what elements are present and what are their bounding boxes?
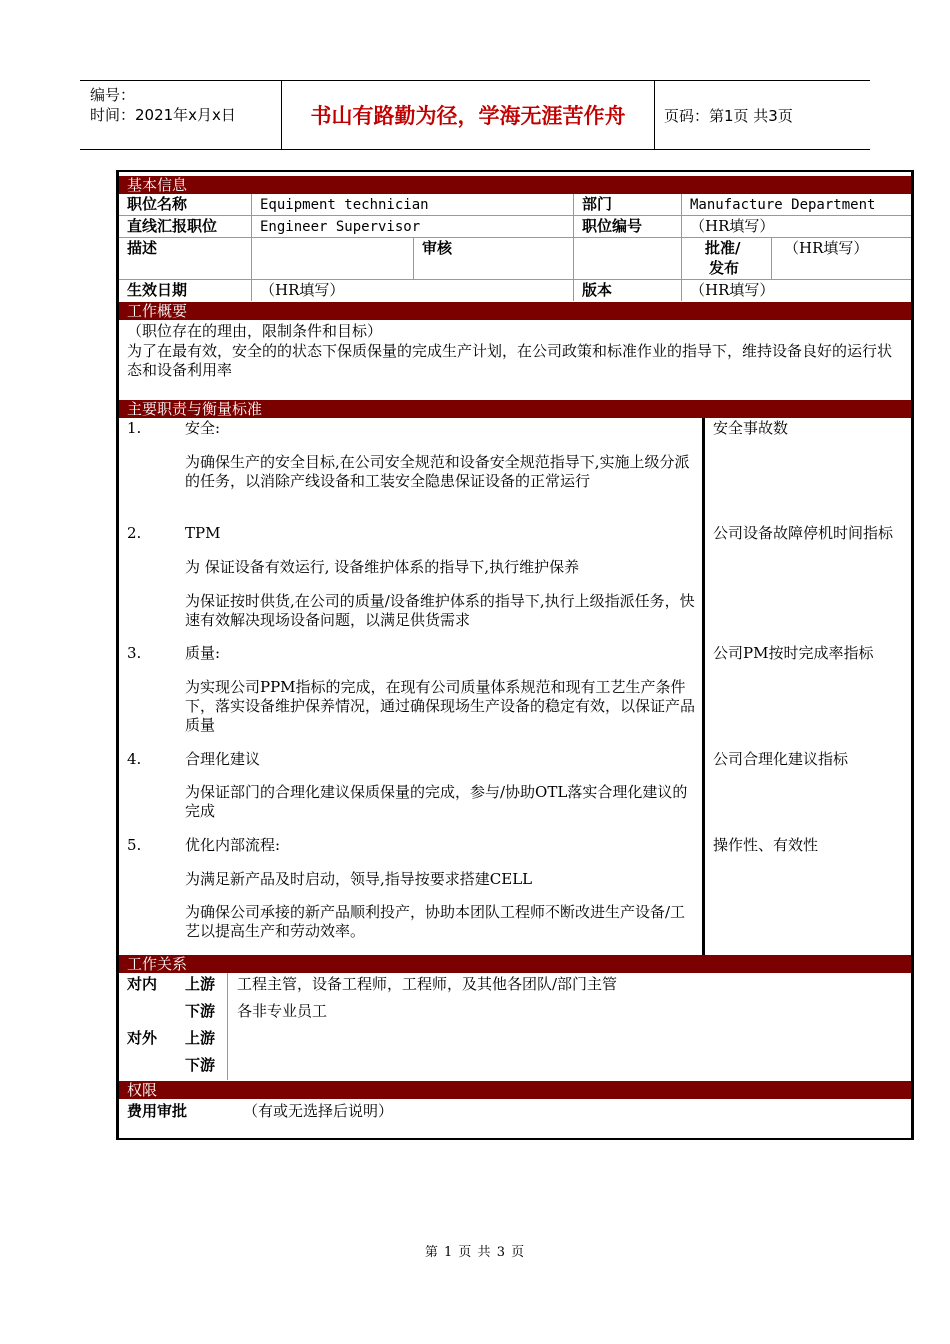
overview-hint: （职位存在的理由，限制条件和目标） [127, 322, 383, 340]
section-work-overview: 工作概要 [119, 302, 911, 320]
duty-description: 为确保公司承接的新产品顺利投产，协助本团队工程师不断改进生产设备/工艺以提高生产和劳动效率。 [185, 903, 686, 940]
section-authority: 权限 [119, 1081, 911, 1099]
approve-value: （HR填写） [784, 239, 869, 257]
internal-label: 对内 [127, 975, 158, 993]
position-number-label: 职位编号 [582, 217, 643, 235]
position-name-value: Equipment technician [260, 197, 429, 213]
approve-label-line2: 发布 [709, 259, 740, 277]
page-header [80, 80, 870, 150]
duty-title: TPM [185, 524, 221, 542]
duty-description: 为 保证设备有效运行, 设备维护体系的指导下,执行维护保养 [185, 558, 580, 576]
section-basic-info: 基本信息 [119, 176, 911, 194]
external-downstream-label: 下游 [185, 1056, 216, 1074]
external-upstream-label: 上游 [185, 1029, 216, 1047]
version-value: （HR填写） [690, 281, 775, 299]
doc-time-label: 时间：2021年x月x日 [90, 106, 236, 124]
description-label: 描述 [127, 239, 158, 257]
review-label: 审核 [422, 239, 453, 257]
effective-date-label: 生效日期 [127, 281, 188, 299]
version-label: 版本 [582, 281, 613, 299]
duty-number: 1. [127, 419, 142, 437]
job-description-form [116, 170, 914, 1140]
position-name-label: 职位名称 [127, 195, 188, 213]
overview-text: 为了在最有效，安全的的状态下保质保量的完成生产计划，在公司政策和标准作业的指导下，维持设备良好的运行状态和设备利用率 [127, 342, 893, 379]
section-main-duties: 主要职责与衡量标准 [119, 400, 911, 418]
department-value: Manufacture Department [690, 197, 876, 213]
header-meta [90, 85, 280, 125]
internal-downstream-label: 下游 [185, 1002, 216, 1020]
duties-measure-divider [702, 418, 705, 955]
duty-title: 质量: [185, 644, 221, 662]
duty-description: 为保证按时供货,在公司的质量/设备维护体系的指导下,执行上级指派任务，快速有效解决现场设备问题，以满足供货需求 [185, 592, 695, 629]
approve-label-line1: 批准/ [705, 239, 741, 257]
report-to-value: Engineer Supervisor [260, 219, 421, 235]
duty-description: 为确保生产的安全目标,在公司安全规范和设备安全规范指导下,实施上级分派的任务，以消除产线设备和工装安全隐患保证设备的正常运行 [185, 453, 690, 490]
duty-number: 2. [127, 524, 142, 542]
duty-measure: 公司PM按时完成率指标 [713, 644, 874, 662]
duty-measure: 安全事故数 [713, 419, 789, 437]
duty-title: 优化内部流程: [185, 836, 281, 854]
duty-description: 为满足新产品及时启动，领导,指导按要求搭建CELL [185, 870, 533, 888]
internal-upstream-value: 工程主管，设备工程师，工程师，及其他各团队/部门主管 [237, 975, 618, 993]
internal-downstream-value: 各非专业员工 [237, 1002, 328, 1020]
duty-title: 安全: [185, 419, 221, 437]
report-to-label: 直线汇报职位 [127, 217, 218, 235]
expense-approval-value: （有或无选择后说明） [243, 1102, 394, 1120]
duty-title: 合理化建议 [185, 750, 261, 768]
page-footer: 第 1 页 共 3 页 [424, 1245, 526, 1260]
department-label: 部门 [582, 195, 613, 213]
duty-number: 4. [127, 750, 142, 768]
duty-number: 3. [127, 644, 142, 662]
external-label: 对外 [127, 1029, 158, 1047]
header-page-info: 页码：第1页 共3页 [664, 106, 793, 125]
doc-number-label: 编号： [90, 86, 136, 104]
duty-number: 5. [127, 836, 142, 854]
internal-upstream-label: 上游 [185, 975, 216, 993]
position-number-value: （HR填写） [690, 217, 775, 235]
duty-measure: 公司合理化建议指标 [713, 750, 849, 768]
section-work-relations: 工作关系 [119, 955, 911, 973]
header-motto: 书山有路勤为径，学海无涯苦作舟 [310, 103, 626, 128]
duty-description: 为实现公司PPM指标的完成，在现有公司质量体系规范和现有工艺生产条件下，落实设备维护保养情况，通过确保现场生产设备的稳定有效，以保证产品质量 [185, 678, 696, 734]
expense-approval-label: 费用审批 [127, 1102, 188, 1120]
duty-measure: 操作性、有效性 [713, 836, 819, 854]
duty-description: 为保证部门的合理化建议保质保量的完成，参与/协助OTL落实合理化建议的完成 [185, 783, 688, 820]
duty-measure: 公司设备故障停机时间指标 [713, 524, 894, 542]
header-divider [654, 81, 655, 149]
effective-date-value: （HR填写） [260, 281, 345, 299]
